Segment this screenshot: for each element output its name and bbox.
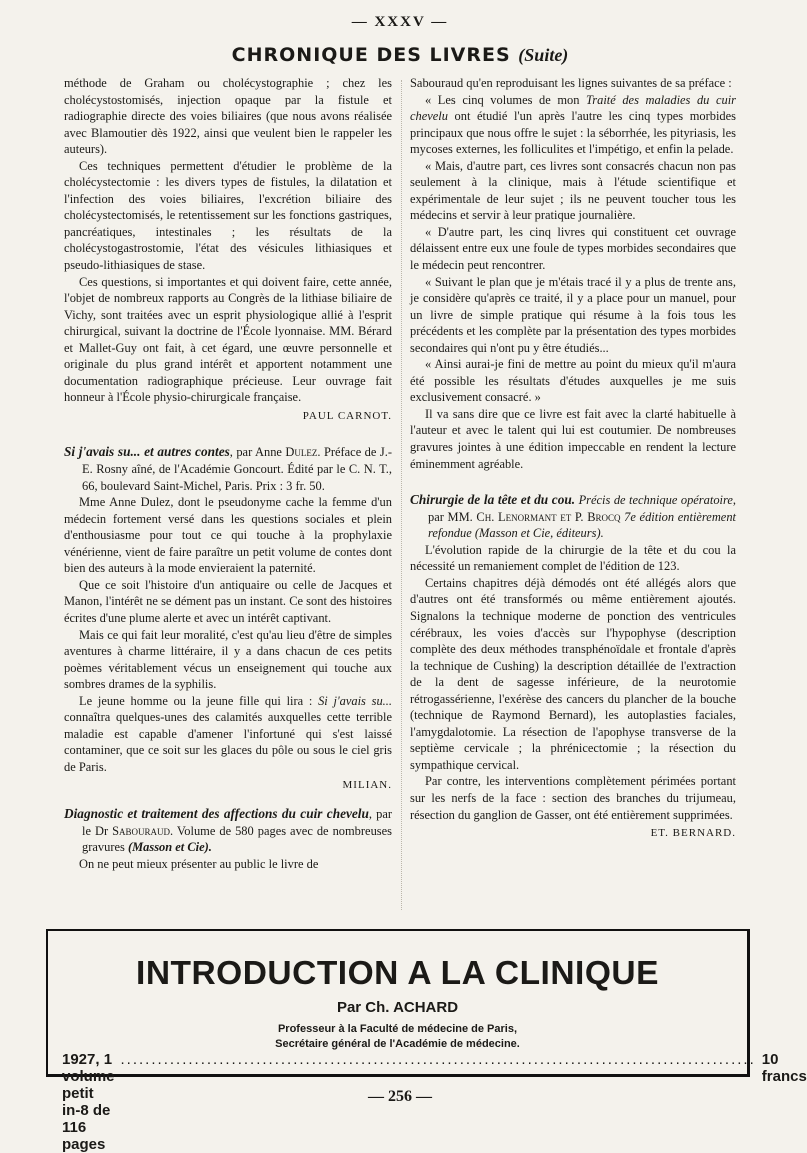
signature-carnot: PAUL CARNOT. xyxy=(302,409,392,422)
book-publisher: (Masson et Cie). xyxy=(127,840,212,855)
book-subtitle: Précis de technique opératoire xyxy=(575,493,733,508)
text-run-italic: Traité des maladies du cuir chevelu xyxy=(410,92,737,124)
text-run: « Les cinq volumes de mon xyxy=(425,92,587,107)
text-run: connaîtra quelques-unes des calamités auxquelles cette terrible maladie est capable d'amener l'infortuné qui s'est laissé contaminer, que ce soit sur les glaces du pôle ou sous le ciel gris de Paris. xyxy=(64,710,392,774)
advertisement-author: Par Ch. ACHARD xyxy=(336,999,459,1016)
advertisement-edition: 1927, 1 volume petit in-8 de 116 pages xyxy=(62,1051,115,1153)
quote-paragraph: « Mais, d'autre part, ces livres sont consacrés chacun non pas seulement à la clinique, mais à l'étude scientifique et expérimentale de leur sujet ; ils ne peuvent toucher tous les médecins et servir à leur pratique journalière. xyxy=(410,158,736,223)
signature-bernard: ET. BERNARD. xyxy=(650,827,736,840)
book-title: Diagnostic et traitement des affections du cuir chevelu xyxy=(64,805,369,821)
signature-milian: MILIAN. xyxy=(342,779,392,792)
running-title-text: CHRONIQUE DES LIVRES xyxy=(231,44,511,66)
paragraph: Ces questions, si importantes et qui doivent faire, cette année, l'objet de nombreux rapports au Congrès de la lithiase biliaire de Vichy, sont traitées avec un esprit physiologique allié à l'esprit chirurgical, suivant la doctrine de l'École lyonnaise. MM. Bérard et Mallet-Guy ont fait, à cet égard, une œuvre personnelle et originale du plus grand intérêt et apportent notamment une documentation radiographique précieuse. Leur ouvrage fait honneur à l'École physio-chirurgicale française. xyxy=(64,274,392,405)
book-entry-dulez xyxy=(64,444,392,494)
book-edition: 7e édition entièrement refondue xyxy=(428,509,736,541)
paragraph: Mme Anne Dulez, dont le pseudonyme cache la femme d'un médecin fortement versé dans les questions sociales et plein d'enthousiasme pour tout ce qui touche à la prophylaxie vénérienne, vient de faire paraître un petit volume de contes dont bien des auteurs à la mode envieraient la paternité. xyxy=(64,495,392,576)
book-entry-sabouraud xyxy=(64,806,392,856)
paragraph: Sabouraud qu'en reproduisant les lignes suivantes de sa préface : xyxy=(410,76,732,90)
book-author: Ch. Lenormant et P. Brocq xyxy=(476,509,621,524)
right-column xyxy=(410,75,736,842)
book-by: , par Anne xyxy=(229,445,286,460)
paragraph: Il va sans dire que ce livre est fait avec la clarté habituelle à l'auteur et avec le talent qui lui est coutumier. De nombreuses gravures jointes à une édition impeccable en rendent la lecture éminemment agréable. xyxy=(410,406,736,471)
book-publisher: (Masson et Cie, éditeurs). xyxy=(474,526,604,541)
left-column xyxy=(64,75,392,872)
paragraph: On ne peut mieux présenter au public le livre de xyxy=(79,856,319,871)
book-details: . Volume de 580 pages avec de nombreuses gravures xyxy=(82,823,392,855)
text-run-italic: Si j'avais su... xyxy=(318,693,392,708)
paragraph xyxy=(64,693,392,776)
book-author: Dulez xyxy=(285,445,318,460)
page-number: — 256 — xyxy=(368,1088,432,1105)
running-title xyxy=(0,44,800,66)
paragraph: Que ce soit l'histoire d'un antiquaire ou celle de Jacques et Manon, l'intérêt ne se dément pas un instant. Ce sont des histoires écrites d'une plume alerte et avec un intérêt captivant. xyxy=(64,577,392,625)
paragraph: méthode de Graham ou cholécystographie ; chez les cholécystostomisés, injection opaque par la fistule et radiographie directe des voies biliaires (que nous avons réalisée avec Blamoutier dès 1922, ainsi que veulent bien le rappeler les auteurs). xyxy=(64,76,392,157)
text-run: Le jeune homme ou la jeune fille qui lira : xyxy=(79,693,319,708)
book-by: , par le Dr xyxy=(82,806,393,838)
book-title: Chirurgie de la tête et du cou. xyxy=(410,492,576,508)
page-roman-numeral: — XXXV — xyxy=(351,14,449,30)
quote-paragraph: « Ainsi aurai-je fini de mettre au point du mieux qu'il m'aura été possible les résultats d'études auxquelles je me suis exclusivement consacré. » xyxy=(410,357,736,405)
book-entry-lenormant xyxy=(410,492,736,542)
book-title: Si j'avais su... et autres contes xyxy=(64,444,230,460)
book-author: Sabouraud xyxy=(112,823,171,838)
quote-paragraph: « Suivant le plan que je m'étais tracé il y a plus de trente ans, je considère qu'après ce traité, il y a place pour un manuel, pour un livre de simple pratique qui résume à la fois tous les précédents et les complète par la présentation des types morbides secondaires qui n'ont pu y être étudiés... xyxy=(410,274,736,355)
paragraph: Certains chapitres déjà démodés ont été allégés alors que d'autres ont été transformés ou même entièrement ajoutés. Signalons la technique moderne de ponction des ventricules cérébraux, les voies d'accès sur l'hypophyse (description complète des deux méthodes transphénoïdale et frontale d'après la technique de Cushing) la description détaillée de l'extraction de la dent de sagesse inférieure, de la neurotomie rétrogassérienne, l'exérèse des cancers du plancher de la bouche (technique de Raymond Bernard), les autoplasties faciales, l'amygdalotomie. La résection de l'apophyse transverse de la septième cervicale ; la phrénicectomie ; la résection du sympathique cervical. xyxy=(410,575,736,772)
book-details: . Préface de J.-E. Rosny aîné, de l'Académie Goncourt. Édité par le C. N. T., 66, boulevard Saint-Michel, Paris. Prix : 3 fr. 50. xyxy=(82,445,392,493)
advertisement-title: INTRODUCTION A LA CLINIQUE xyxy=(136,955,659,992)
paragraph: Mais ce qui fait leur moralité, c'est qu'au lieu d'être de simples aventures à charme littéraire, il y a dans chacun de ces petits poèmes véritablement vécus un enseignement qui touche aux sombres drames de la syphilis. xyxy=(64,627,392,692)
paragraph: Par contre, les interventions complètement périmées portant sur les nerfs de la face : section des branches du trijumeau, résection du ganglion de Gasser, ont été entièrement supprimées. xyxy=(410,774,736,822)
advertisement-credential: Secrétaire général de l'Académie de médecine. xyxy=(275,1038,520,1050)
text-run: ont étudié l'un après l'autre les cinq types morbides principaux que nous offre le sujet : la séborrhée, les pityriasis, les mycoses externes, les folliculites et l'impétigo, et enfin la pelade. xyxy=(410,109,736,157)
advertisement-price: 10 francs xyxy=(761,1051,807,1085)
column-divider xyxy=(401,80,402,910)
running-title-suffix: (Suite) xyxy=(518,45,569,65)
advertisement-credential: Professeur à la Faculté de médecine de Paris, xyxy=(277,1023,518,1035)
quote-paragraph: « D'autre part, les cinq livres qui constituent cet ouvrage délaissent entre eux une foule de types morbides secondaires que le médecin peut rencontrer. xyxy=(410,224,736,273)
dot-leader: ....................................................................................................... xyxy=(120,1051,756,1068)
paragraph: L'évolution rapide de la chirurgie de la tête et du cou la nécessité un remaniement complet de l'édition de 123. xyxy=(410,542,736,574)
quote-paragraph xyxy=(410,92,736,158)
paragraph: Ces techniques permettent d'étudier le problème de la cholécystectomie : les divers types de fistules, la dilatation et l'infection des voies biliaires, l'excrétion biliaire des cholécystectomisés, le retentissement sur les fonctions gastriques, pancréatiques, intestinales ; les résultats de la cholécystogastrostomie, l'état des vésicules lithiasiques et pseudo-lithiasiques de stase. xyxy=(64,158,392,273)
book-by: , par MM. xyxy=(428,493,737,524)
